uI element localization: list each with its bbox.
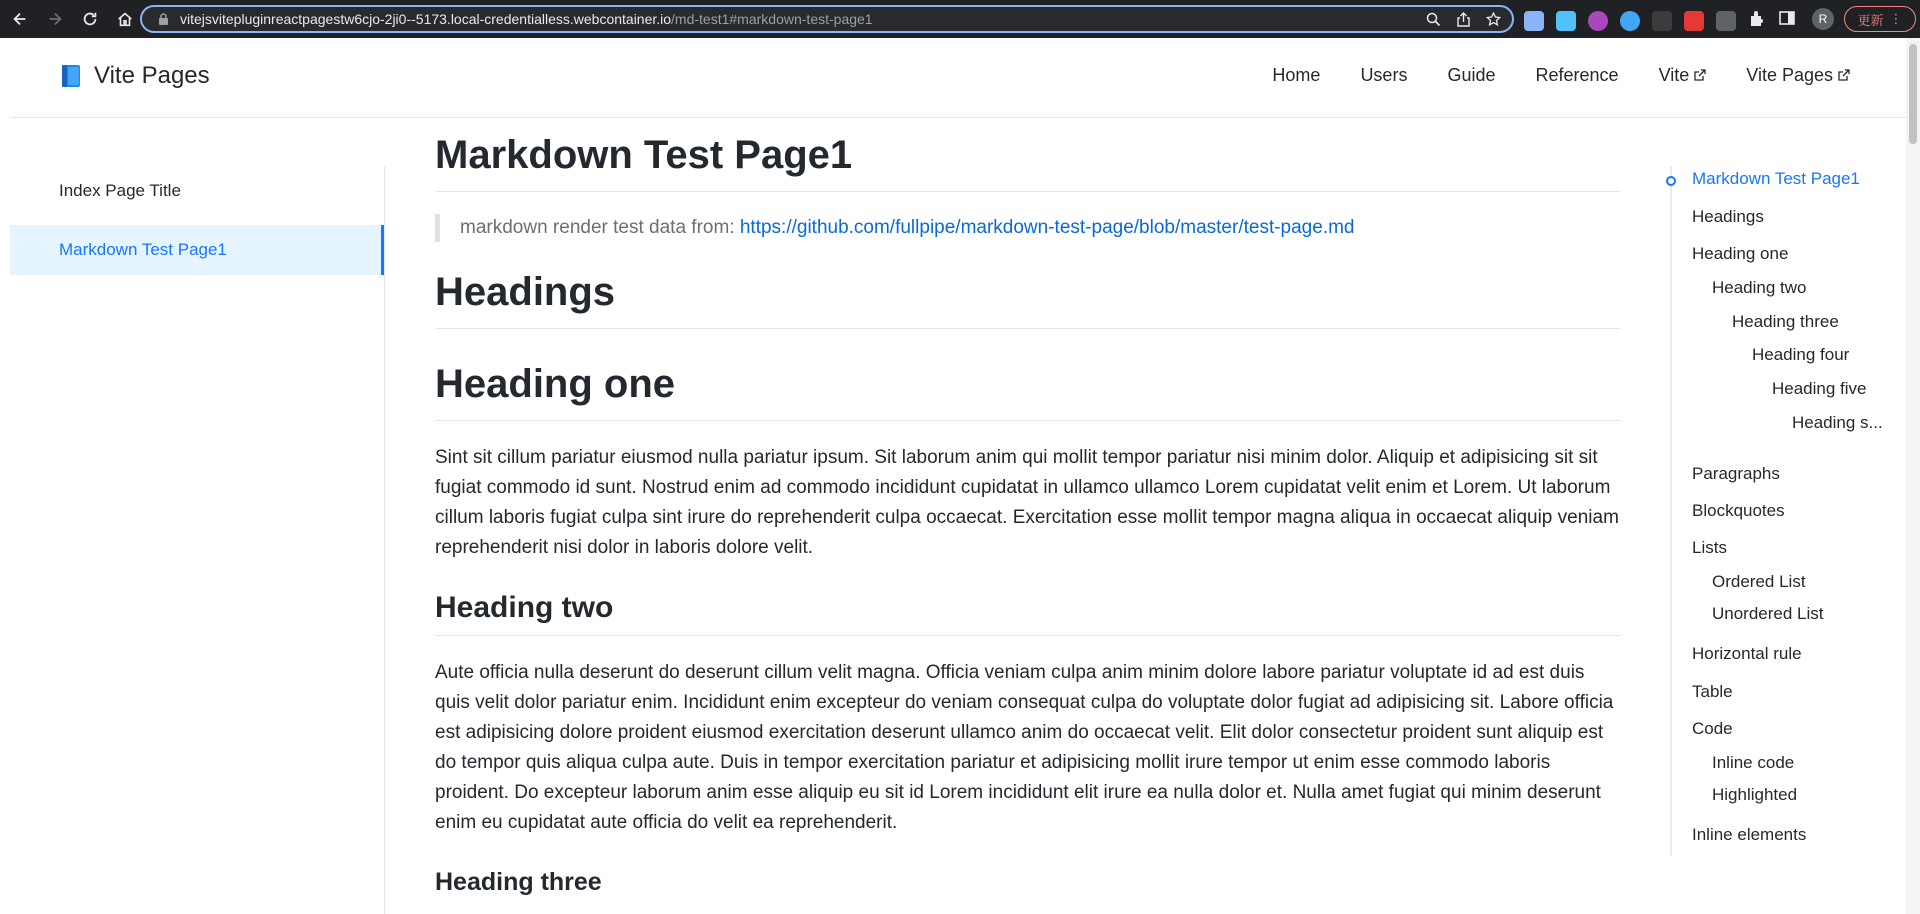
toc-item-unordered-list[interactable]: Unordered List (1712, 604, 1824, 623)
update-label: 更新 (1857, 12, 1884, 28)
extension-4-icon[interactable] (1620, 11, 1640, 31)
share-icon[interactable] (1452, 10, 1474, 28)
toc-item-blockquotes[interactable]: Blockquotes (1692, 501, 1785, 520)
url-path: /md-test1#markdown-test-page1 (671, 11, 873, 27)
site-title: Vite Pages (94, 62, 210, 89)
external-link-icon (1837, 69, 1850, 82)
toc-item-heading-five[interactable]: Heading five (1772, 379, 1867, 398)
book-icon (60, 63, 84, 89)
toc-item-inline-code[interactable]: Inline code (1712, 753, 1795, 772)
scrollbar-track[interactable] (1906, 38, 1920, 914)
toc-item-headings[interactable]: Headings (1692, 207, 1764, 226)
nav-reference[interactable] (1536, 65, 1619, 86)
extension-6-icon[interactable] (1684, 11, 1704, 31)
toc-item-heading-four[interactable]: Heading four (1752, 345, 1850, 364)
scrollbar-thumb[interactable] (1909, 44, 1917, 144)
toc-item-horizontal-rule[interactable]: Horizontal rule (1692, 644, 1802, 663)
extensions-bar (1524, 9, 1796, 32)
nav-vite-pages[interactable] (1746, 65, 1850, 86)
toc-item-table[interactable]: Table (1692, 682, 1733, 701)
toc-item-lists[interactable]: Lists (1692, 538, 1727, 557)
headings-title: Headings (435, 270, 1621, 329)
profile-avatar[interactable]: R (1812, 8, 1834, 30)
lock-icon[interactable] (154, 10, 172, 28)
heading-two-paragraph: Aute officia nulla deserunt do deserunt cillum velit magna. Officia veniam culpa anim minim dolore labore pariatur voluptate id ad est duis quis velit dolor pariatur enim. Incididunt enim excepteur do veniam consequat culpa do voluptate dolor fugiat ad adipisicing sit. Labore officia est adipisicing dolore proident eiusmod exercitation deserunt ullamco anim do occaecat velit. Elit dolor consectetur proident sunt aliquip est do tempor quis aliqua culpa aute. Duis in tempor exercitation pariatur et adipisicing mollit irure tempor ut enim esse commodo laboris proident. Do excepteur laborum anim esse aliquip eu sit id Lorem incididunt elit irure ea nulla dolor et. Nulla amet fugiat qui minim deserunt enim eu cupidatat aute officia do velit ea reprehenderit. (435, 662, 1614, 833)
extension-5-icon[interactable] (1652, 11, 1672, 31)
nav-guide-label: Guide (1447, 65, 1496, 85)
toc-item-heading-six[interactable]: Heading s... (1792, 413, 1883, 432)
site-brand[interactable] (60, 62, 210, 90)
forward-icon[interactable] (40, 4, 70, 34)
nav-vite[interactable] (1659, 65, 1707, 86)
page-title: Markdown Test Page1 (435, 133, 1621, 192)
heading-two: Heading two (435, 591, 1621, 636)
nav-home[interactable] (1272, 65, 1320, 86)
toc-active-indicator (1666, 176, 1676, 186)
nav-guide[interactable] (1447, 65, 1495, 86)
nav-reference-label: Reference (1535, 65, 1619, 85)
external-link-icon (1693, 69, 1706, 82)
home-icon[interactable] (110, 4, 140, 34)
toc-item-paragraphs[interactable]: Paragraphs (1692, 464, 1780, 483)
toc-item-code[interactable]: Code (1692, 719, 1733, 738)
blockquote (435, 214, 1621, 242)
extension-3-icon[interactable] (1588, 11, 1608, 31)
extension-1-icon[interactable] (1524, 11, 1544, 31)
browser-toolbar (0, 0, 1920, 38)
toc-item-heading-two[interactable]: Heading two (1712, 278, 1807, 297)
heading-one: Heading one (435, 362, 1621, 421)
nav-home-label: Home (1272, 65, 1321, 85)
nav-users[interactable] (1360, 65, 1407, 86)
reload-icon[interactable] (75, 4, 105, 34)
extension-2-icon[interactable] (1556, 11, 1576, 31)
url-host: vitejsvitepluginreactpagestw6cjo-2ji0--5173.local-credentialless.webcontainer.io (180, 11, 672, 27)
source-link[interactable]: https://github.com/fullpipe/markdown-test-page/blob/master/test-page.md (739, 217, 1355, 238)
main-content (435, 118, 1621, 897)
heading-three: Heading three (435, 868, 602, 896)
heading-one-paragraph: Sint sit cillum pariatur eiusmod nulla pariatur ipsum. Sit laborum anim qui mollit tempor pariatur nisi minim dolor. Aliquip et adipisicing sit sit fugiat commodo id sunt. Nostrud enim ad commodo incididunt cupidatat in ullamco ullamco Lorem cupidatat velit enim et Lorem. Ut laborum cillum laboris fugiat culpa sint irure do reprehenderit culpa occaecat. Exercitation esse mollit tempor magna aliqua in occaecat aliquip veniam reprehenderit nisi dolor in laboris dolore velit. (435, 447, 1619, 558)
sidebar-item-markdown-test[interactable]: Markdown Test Page1 (10, 225, 384, 275)
toc-item-markdown-test-page1[interactable]: Markdown Test Page1 (1692, 169, 1860, 188)
nav-users-label: Users (1360, 65, 1408, 85)
star-icon[interactable] (1482, 10, 1504, 28)
zoom-icon[interactable] (1422, 10, 1444, 28)
back-icon[interactable] (5, 4, 35, 34)
nav-vite-label: Vite (1658, 65, 1690, 85)
nav-vite-pages-label: Vite Pages (1746, 65, 1833, 85)
quote-text: markdown render test data from: (460, 217, 740, 238)
sidebar (10, 166, 385, 914)
extensions-icon[interactable] (1748, 9, 1766, 32)
extension-7-icon[interactable] (1716, 11, 1736, 31)
toc-item-heading-three[interactable]: Heading three (1732, 312, 1839, 331)
sidepanel-icon[interactable] (1778, 9, 1796, 32)
table-of-contents (1670, 166, 1906, 856)
address-bar[interactable] (140, 5, 1514, 33)
toc-item-inline-elements[interactable]: Inline elements (1692, 825, 1807, 844)
more-icon: ⋮ (1889, 11, 1903, 26)
toc-item-heading-one[interactable]: Heading one (1692, 244, 1789, 263)
toc-item-ordered-list[interactable]: Ordered List (1712, 572, 1806, 591)
sidebar-item-index[interactable]: Index Page Title (59, 181, 181, 200)
top-nav (1272, 65, 1850, 86)
url-text (180, 11, 873, 27)
toc-item-highlighted[interactable]: Highlighted (1712, 785, 1798, 804)
site-navbar (10, 38, 1906, 118)
update-button[interactable] (1844, 6, 1916, 32)
